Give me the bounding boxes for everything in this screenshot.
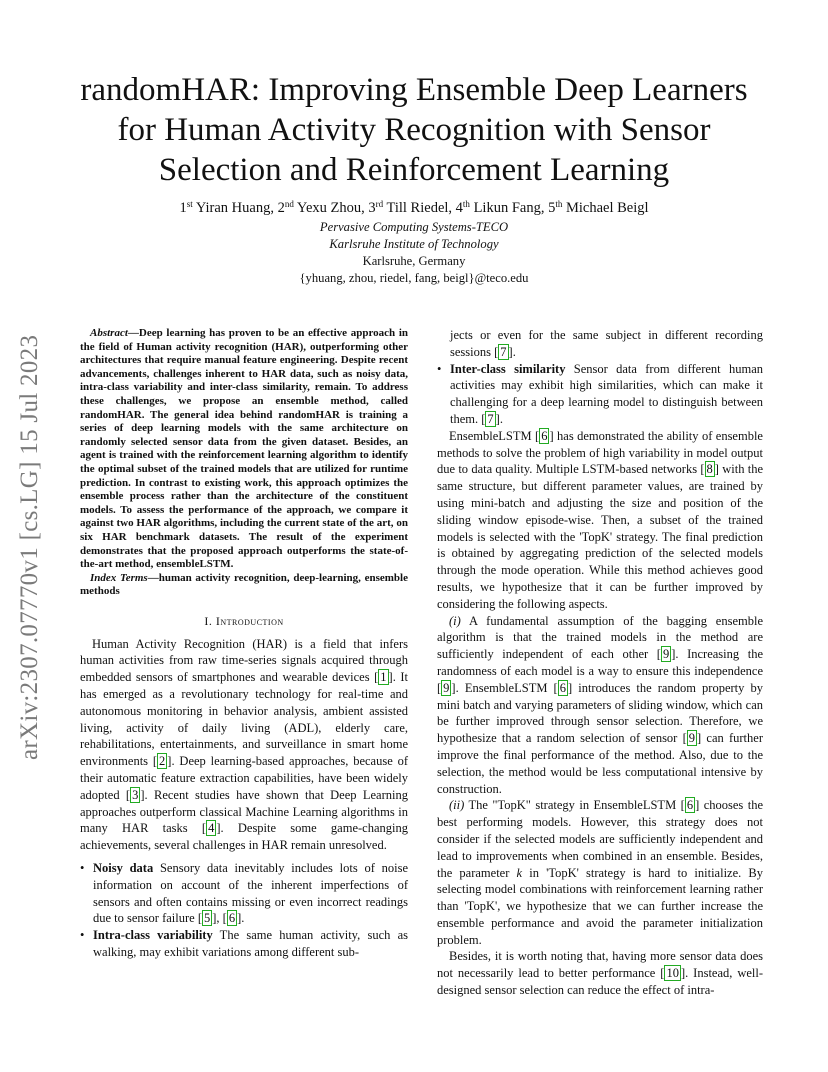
list-item-continued: jects or even for the same subject in different recording sessions [ 7 ]. — [450, 328, 763, 359]
citation-link[interactable]: 3 — [132, 787, 139, 802]
bullet-text: Sensor data from different human activities may exhibit high similarities, which can make it challenging for a deep learning model to distinguish between them. — [450, 361, 763, 426]
math-variable: k — [516, 865, 523, 880]
aspect-ii-paragraph: (ii) The "TopK" strategy in EnsembleLSTM [ 6 ] chooses the best performing models. However, this strategy does not consider if the selected models are sufficiently independent and lead to improvements when combined in an ensemble. Besides, the parameter k in 'TopK' strategy is hard to initialize. By selecting model combinations with reinforcement learning rather than 'TopK', we hypothesize that we can further increase the ensemble performance and avoid the parameter initialization problem. — [437, 798, 763, 947]
paragraph-text: EnsembleLSTM — [449, 428, 536, 443]
author-name: Likun Fang — [473, 200, 541, 216]
citation-link[interactable]: 10 — [666, 966, 679, 981]
paper-title — [40, 70, 788, 190]
citation-link[interactable]: 4 — [208, 821, 215, 836]
right-column — [437, 327, 763, 999]
list-item — [80, 927, 408, 961]
abstract-label: Abstract — [90, 327, 128, 339]
paragraph-text: Human Activity Recognition (HAR) is a field that infers human activities from raw time-series signals acquired through embedded sensors of smartphones and wearable devices — [80, 636, 408, 685]
paragraph-text: . EnsembleLSTM — [455, 680, 554, 695]
paragraph-text: has demonstrated the ability of ensemble methods to solve the problem of high variability in model output due to data quality. Multiple LSTM-based networks — [437, 428, 763, 477]
paragraph-text: . Increasing the randomness of each model is a way to ensure this independence — [437, 647, 763, 678]
ensemble-paragraph: EnsembleLSTM [ 6 ] has demonstrated the ability of ensemble methods to solve the problem of high variability in model output due to data quality. Multiple LSTM-based networks [ 8 ] with the same structure, but different parameter values, are trained by using mini-batch and adjusting the size and position of the sliding window episode-wise. Then, a subset of the trained models is selected with the 'TopK' strategy. The final prediction is obtained by aggregating prediction of the selected models through the mode operation. While this method achieves good results, we hypothesize that it can be further improved by considering the following aspects. — [437, 428, 763, 611]
list-item: • Noisy data Sensory data inevitably includes lots of noise information on account of the inherent imperfections of sensors and often contains missing or even incorrect readings due to sensor failure [ 5 ], [ 6 ]. — [80, 860, 408, 927]
paragraph-text: . Instead, well-designed sensor selection can reduce the effect of intra- — [437, 966, 764, 998]
citation-link[interactable]: 9 — [662, 647, 670, 662]
paragraph-text: . It has emerged as a revolutionary technology for real-time and autonomous monitoring in behavior analysis, ambient assisted living, activity of daily living (ADL), elderly care, rehabilitations, entertainments, and surveillance in smart home environments — [80, 670, 408, 769]
besides-paragraph: Besides, it is worth noting that, having more sensor data does not necessarily lead to better performance [ 10 ]. Instead, well-designed sensor selection can reduce the effect of intra- — [437, 949, 764, 998]
left-column — [80, 327, 408, 961]
author-name: Yexu Zhou — [296, 200, 362, 216]
aspect-i-paragraph: (i) A fundamental assumption of the bagging ensemble algorithm is that the trained models in the method are sufficiently independent of each other [ 9 ]. Increasing the randomness of each model is a way to ensure this independence [ 9 ]. EnsembleLSTM [ 6 ] introduces the random property by mini batch and varying parameters of sliding window, which can be further improved through sensor selection. Therefore, we hypothesize that a random selection of sensor [ 9 ] can further improve the final performance of the method. Also, due to the selection, the method would be less computational intensive by construction. — [437, 613, 763, 796]
arxiv-stamp: arXiv:2307.07770v1 [cs.LG] 15 Jul 2023 — [16, 334, 43, 760]
citation-link[interactable]: 6 — [228, 911, 236, 926]
author-ordinal: 2 — [277, 200, 285, 216]
paragraph-text: . Deep learning-based approaches, because of their automatic feature extraction capabilities, have been widely adopted — [80, 754, 408, 802]
citation-link[interactable]: 9 — [688, 731, 695, 746]
bullet-text: The same human activity, such as walking, may exhibit variations among different sub- — [93, 928, 408, 960]
citation-link[interactable]: 6 — [686, 798, 694, 813]
citation-link[interactable]: 6 — [541, 428, 548, 443]
bullet-label: Intra-class variability — [93, 928, 213, 943]
bullet-text: , — [216, 911, 223, 926]
bullet-text: jects or even for the same subject in different recording sessions — [450, 328, 763, 359]
author-ordinal-suffix: th — [555, 199, 563, 209]
citation-link[interactable]: 8 — [706, 462, 713, 477]
author-ordinal-suffix: st — [186, 199, 193, 209]
author-name: Michael Beigl — [565, 200, 649, 216]
aspect-lead: (ii) — [449, 798, 465, 813]
citation-link[interactable]: 7 — [500, 344, 507, 359]
bullet-text: . — [512, 344, 516, 359]
author-ordinal: 1 — [179, 200, 187, 216]
title-line: randomHAR: Improving Ensemble Deep Learners — [80, 72, 748, 108]
author-ordinal: 3 — [368, 200, 376, 216]
paragraph-text: Besides, it is worth noting that, having more sensor data does not necessarily lead to better performance — [437, 949, 763, 981]
citation-link[interactable]: 6 — [559, 680, 566, 695]
paragraph-text: introduces the random property by mini batch and varying parameters of sliding window, which can be further improved through sensor selection. Therefore, we hypothesize that a random selection of sensor — [437, 680, 763, 746]
citation-link[interactable]: 7 — [487, 411, 494, 426]
bullet-text: . — [241, 911, 245, 926]
author-ordinal-suffix: th — [462, 199, 470, 209]
paragraph-text: The "TopK" strategy in EnsembleLSTM — [464, 798, 681, 813]
intro-paragraph: Human Activity Recognition (HAR) is a field that infers human activities from raw time-series signals acquired through embedded sensors of smartphones and wearable devices [ 1 ]. It has emerged as a revolutionary technology for real-time and autonomous monitoring in behavior analysis, ambient assisted living, activity of daily living (ADL), elderly care, rehabilitations, entertainments, and surveillance in smart home environments [ 2 ]. Deep learning-based approaches, because of their automatic feature extraction capabilities, have been widely adopted [ 3 ]. Recent studies have shown that Deep Learning approaches outperform classical Machine Learning algorithms in many HAR tasks [ 4 ]. Despite some game-changing achievements, several challenges in HAR remain unresolved. — [80, 636, 408, 853]
title-line: for Human Activity Recognition with Sensor — [117, 112, 711, 148]
challenge-list — [80, 860, 408, 961]
affiliation-group: Pervasive Computing Systems-TECO — [319, 220, 509, 234]
abstract-text: —Deep learning has proven to be an effective approach in the field of Human activity recognition (HAR), outperforming other architectures that require manual feature engineering. Despite recent advancements, challenges inherent to HAR data, such as noisy data, intra-class variability and inter-class similarity, remain. To address these challenges, we propose an ensemble method, called randomHAR. The general idea behind randomHAR is training a series of deep learning models with the same architecture on randomly selected sensor data from the given dataset. Besides, an agent is trained with the reinforcement learning algorithm to identify the optimal subset of the trained models that are utilized for runtime prediction. In contrast to existing work, this approach optimizes the ensemble process rather than the architecture of the constituent models. To assess the performance of the approach, we compare it against two HAR algorithms, including the current state of the art, on six HAR benchmark datasets. The result of the experiment demonstrates that the proposed approach outperforms the state-of-the-art method, ensembleLSTM. — [80, 327, 408, 571]
bullet-text: . — [499, 411, 503, 426]
affiliation-institute: Karlsruhe Institute of Technology — [329, 237, 499, 251]
index-terms-text: —human activity recognition, deep-learning, ensemble methods — [80, 571, 408, 598]
citation-link[interactable]: 1 — [380, 670, 387, 685]
abstract — [80, 327, 408, 572]
paragraph-text: in 'TopK' strategy is hard to initialize. By selecting model combinations with reinforcement learning rather than 'TopK', we hypothesize that we can further increase the ensemble performance and avoid the parameter initialization problem. — [437, 865, 763, 947]
bullet-text: Sensory data inevitably includes lots of noise information on account of the inherent imperfections of sensors and often contains missing or even incorrect readings due to sensor failure — [93, 861, 408, 926]
paragraph-text: can further improve the final performance of the method. Also, due to the selection, the method would be less computational intensive by construction. — [437, 731, 763, 796]
citation-link[interactable]: 9 — [443, 680, 450, 695]
paragraph-text: . Recent studies have shown that Deep Learning approaches outperform classical Machine Learning algorithms in many HAR tasks — [80, 787, 408, 836]
author-list: 1st Yiran Huang, 2nd Yexu Zhou, 3rd Till Riedel, 4th Likun Fang, 5th Michael Beigl — [179, 199, 649, 216]
affiliation-email: {yhuang, zhou, riedel, fang, beigl}@teco.edu — [299, 271, 529, 285]
title-line: Selection and Reinforcement Learning — [158, 152, 670, 188]
author-ordinal: 5 — [548, 200, 556, 216]
author-ordinal: 4 — [455, 200, 463, 216]
citation-link[interactable]: 2 — [159, 754, 166, 769]
section-numeral: I. — [204, 613, 216, 628]
paragraph-text: . Despite some game-changing achievements, several challenges in HAR remain unresolved. — [80, 821, 408, 853]
author-ordinal-suffix: rd — [375, 199, 384, 209]
paragraph-text: with the same structure, but different parameter values, are trained by using mini-batch and adjusting the size and position of the sliding window episode-wise. Then, a subset of the trained models is selected with the 'TopK' strategy. The final prediction is obtained by aggregating prediction of the selected models through the mode operation. While this method achieves good results, we hypothesize that it can be further improved by considering the following aspects. — [437, 462, 763, 611]
challenge-list-cont — [437, 327, 763, 428]
index-terms — [80, 572, 408, 599]
author-name: Yiran Huang — [195, 200, 271, 216]
paragraph-text: chooses the best performing models. However, this strategy does not consider if the selected models are sufficiently independent and lead to improvements when combined in an ensemble. Besides, the parameter — [437, 798, 763, 880]
aspect-lead: (i) — [449, 613, 461, 628]
bullet-label: Inter-class similarity — [450, 361, 566, 376]
author-ordinal-suffix: nd — [284, 199, 294, 209]
list-item: • Inter-class similarity Sensor data from different human activities may exhibit high similarities, which can make it challenging for a deep learning model to distinguish between them. [ 7 ]. — [437, 361, 763, 428]
affiliation-location: Karlsruhe, Germany — [362, 254, 466, 268]
bullet-label: Noisy data — [93, 861, 154, 876]
paragraph-text: A fundamental assumption of the bagging ensemble algorithm is that the trained models in the method are sufficiently independent of each other — [437, 613, 763, 662]
section-title: Introduction — [215, 613, 284, 628]
section-heading — [80, 613, 408, 630]
author-name: Till Riedel — [386, 200, 449, 216]
citation-link[interactable]: 5 — [204, 911, 211, 926]
index-terms-label: Index Terms — [90, 571, 148, 584]
